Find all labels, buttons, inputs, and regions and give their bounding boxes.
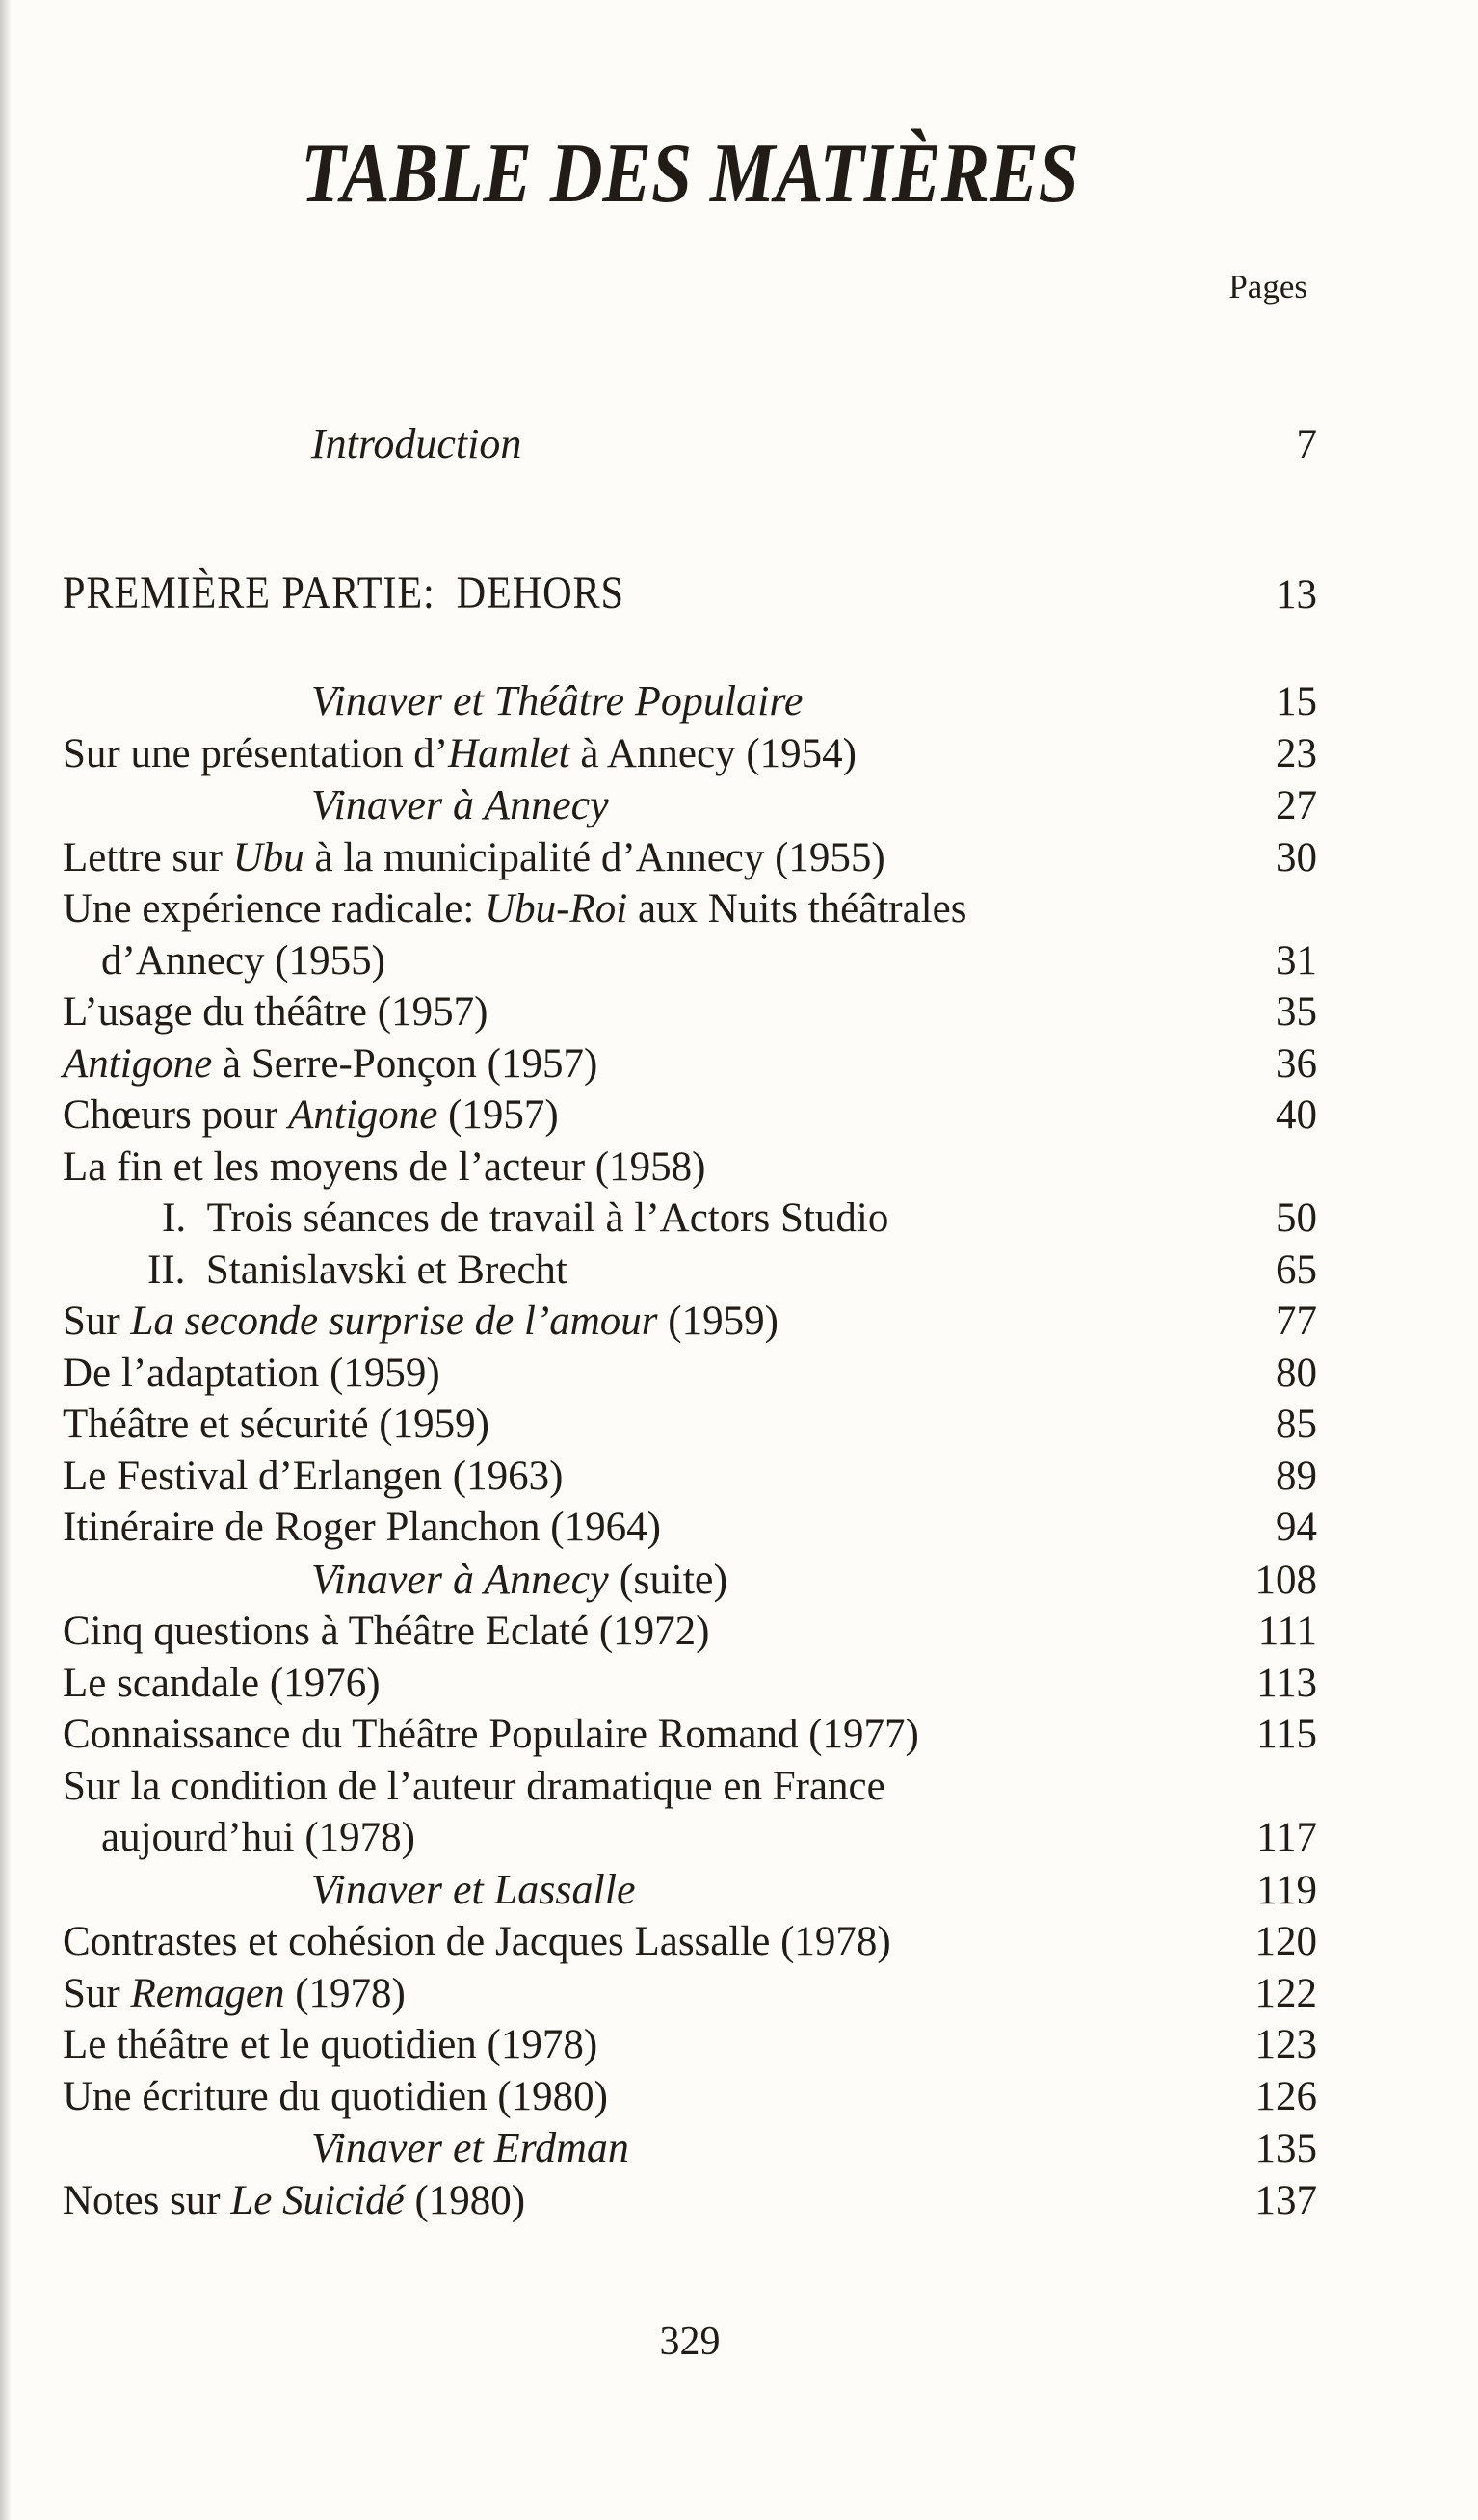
toc-title-segment: Sur: [63, 1970, 131, 2016]
toc-page-number: 126: [1254, 2073, 1317, 2119]
toc-row-entry: [63, 1968, 1317, 2020]
toc-entry-title: [63, 1864, 1211, 1916]
toc-title-italic-segment: Introduction: [311, 420, 522, 468]
toc-title-italic-segment: Vinaver et Erdman: [311, 2124, 629, 2172]
toc-title-italic-segment: La seconde surprise de l’amour: [130, 1299, 658, 1345]
toc-page-number: 137: [1254, 2177, 1317, 2223]
toc-page-number: 23: [1276, 730, 1317, 776]
toc-entry-title: [63, 1761, 1211, 1813]
toc-page-number: 108: [1254, 1557, 1317, 1603]
folio-page-number: 329: [659, 2320, 721, 2365]
toc-title-segment: à Annecy (1954): [569, 730, 857, 776]
toc-entry-title: [63, 1089, 1211, 1142]
toc-page-number: 111: [1257, 1609, 1317, 1655]
toc-page-number: 65: [1276, 1247, 1317, 1293]
toc-title-segment: Le théâtre et le quotidien (1978): [63, 2022, 598, 2068]
toc-row-entry: [63, 986, 1317, 1038]
toc-row-entry: [63, 1658, 1317, 1710]
toc-title-segment: Sur une présentation d’: [63, 730, 449, 776]
toc-title-segment: aujourd’hui (1978): [101, 1815, 416, 1861]
toc-page-number: 13: [1276, 571, 1317, 617]
toc-title-segment: De l’adaptation (1959): [63, 1350, 440, 1396]
toc-title-segment: Connaissance du Théâtre Populaire Romand (1977): [63, 1712, 919, 1758]
toc-entry-title: [63, 1193, 1211, 1245]
toc-row-entry: [63, 1709, 1317, 1761]
toc-page-number: 135: [1254, 2126, 1317, 2172]
toc-page-number: 36: [1276, 1040, 1317, 1087]
toc-entry-title: [63, 1038, 1211, 1090]
toc-title-italic-segment: Ubu: [232, 834, 304, 880]
toc-title-segment: Itinéraire de Roger Planchon (1964): [63, 1505, 661, 1551]
toc-entry-title: [63, 1554, 1211, 1606]
toc-title-segment: Chœurs pour: [63, 1092, 289, 1139]
toc-row-cont: [63, 1812, 1317, 1864]
toc-row-header: [63, 675, 1317, 728]
toc-page-number: 115: [1256, 1712, 1317, 1758]
toc-entry-title: [63, 1968, 1211, 2020]
toc-page-number: 117: [1256, 1815, 1317, 1861]
toc-entry-title: [63, 1296, 1211, 1348]
toc-row-part: [63, 567, 1317, 621]
toc-page-number: 80: [1276, 1350, 1317, 1396]
toc-page-number: 15: [1276, 679, 1317, 725]
toc-entry-title: [63, 935, 1211, 987]
toc-title-segment: Lettre sur: [63, 834, 233, 880]
toc-row-header: [63, 1554, 1317, 1607]
toc-row-header: [63, 2122, 1317, 2175]
toc-title-segment: (suite): [608, 1555, 728, 1603]
toc-title-segment: Contrastes et cohésion de Jacques Lassalle (1978): [63, 1919, 891, 1965]
toc-title-italic-segment: Ubu-Roi: [485, 886, 628, 932]
toc-row-intro: [63, 418, 1317, 471]
toc-entry-title: [63, 1709, 1211, 1761]
toc-title-segment: Cinq questions à Théâtre Eclaté (1972): [63, 1609, 710, 1655]
pages-column-header: Pages: [1228, 268, 1307, 306]
toc-page-number: 85: [1276, 1402, 1317, 1448]
toc-entry-title: [63, 1502, 1211, 1554]
toc-row-entry: [63, 1296, 1317, 1348]
toc-entry-title: [63, 2175, 1211, 2227]
toc-title-segment: Le Festival d’Erlangen (1963): [63, 1453, 564, 1499]
toc-entry-title: [63, 2071, 1211, 2123]
toc-entry-title: [63, 1916, 1211, 1968]
toc-title-italic-segment: Hamlet: [448, 730, 570, 776]
toc-entry-title: [63, 1451, 1211, 1503]
toc-entry-title: [63, 567, 1073, 619]
toc-title-segment: Une écriture du quotidien (1980): [63, 2073, 608, 2119]
toc-page-number: 77: [1276, 1299, 1317, 1345]
toc-entry-title: [63, 1658, 1211, 1710]
toc-row-entry: [63, 1038, 1317, 1090]
toc-row-entry: [63, 1089, 1317, 1142]
toc-title-segment: II. Stanislavski et Brecht: [147, 1247, 567, 1293]
toc-title-segment: PREMIÈRE PARTIE: DEHORS: [63, 566, 624, 618]
toc-entry-title: [63, 1348, 1211, 1400]
toc-row-entry: [63, 728, 1317, 780]
toc-title-segment: La fin et les moyens de l’acteur (1958): [63, 1143, 706, 1190]
toc-entry-title: [63, 2122, 1211, 2174]
toc-title-segment: (1959): [657, 1299, 779, 1345]
toc-title-segment: (1978): [284, 1970, 406, 2016]
toc-entry-title: [63, 418, 1211, 470]
toc-title-segment: à la municipalité d’Annecy (1955): [304, 834, 885, 880]
toc-page-number: 27: [1276, 783, 1317, 829]
toc-entry-title: [63, 986, 1211, 1038]
toc-title-segment: Une expérience radicale:: [63, 886, 486, 932]
toc-title-segment: Notes sur: [63, 2177, 231, 2223]
toc-title-segment: I. Trois séances de travail à l’Actors Studio: [162, 1195, 889, 1242]
toc-row-entry: [63, 1451, 1317, 1503]
toc-title-italic-segment: Antigone: [288, 1092, 438, 1139]
toc-row-entry: [63, 1606, 1317, 1658]
toc-row-entry: [63, 1916, 1317, 1968]
toc-row-entry: [63, 1142, 1317, 1194]
toc-title-segment: Théâtre et sécurité (1959): [63, 1402, 489, 1448]
toc-page-number: 35: [1276, 989, 1317, 1036]
toc-row-entry: [63, 1502, 1317, 1554]
toc-page-number: 113: [1256, 1660, 1317, 1706]
toc-row-entry: [63, 2175, 1317, 2227]
toc-entry-title: [63, 1245, 1211, 1297]
toc-entry-title: [63, 779, 1211, 831]
toc-entry-title: [63, 883, 1211, 935]
toc-row-header: [63, 1864, 1317, 1917]
toc-title-segment: à Serre-Ponçon (1957): [212, 1040, 598, 1087]
toc-title-segment: (1980): [404, 2177, 526, 2223]
toc-page-number: 31: [1276, 937, 1317, 984]
toc-row-entry: [63, 832, 1317, 884]
toc-title-segment: aux Nuits théâtrales: [627, 886, 967, 932]
toc-row-entry: [63, 1761, 1317, 1813]
toc-row-cont: [63, 935, 1317, 987]
toc-title-segment: d’Annecy (1955): [101, 937, 385, 984]
toc-entry-title: [63, 675, 1211, 727]
toc-page-number: 40: [1276, 1092, 1317, 1139]
toc-page-number: 122: [1254, 1970, 1317, 2016]
toc-page-number: 50: [1276, 1195, 1317, 1242]
toc-title-segment: (1957): [437, 1092, 559, 1139]
toc-title-segment: L’usage du théâtre (1957): [63, 989, 488, 1036]
toc-title-italic-segment: Vinaver à Annecy: [311, 1555, 609, 1603]
toc-entry-title: [63, 1812, 1211, 1864]
toc-entry-title: [63, 728, 1211, 780]
toc-title-segment: Le scandale (1976): [63, 1660, 381, 1706]
toc-entry-title: [63, 2019, 1211, 2071]
toc-row-entry: [63, 883, 1317, 935]
toc-title-segment: Sur: [63, 1299, 131, 1345]
toc-page-number: 123: [1254, 2022, 1317, 2068]
toc-row-numbered: [63, 1245, 1317, 1297]
toc-title-italic-segment: Le Suicidé: [230, 2177, 405, 2223]
toc-title-italic-segment: Antigone: [63, 1040, 213, 1087]
page-title: TABLE DES MATIÈRES: [301, 127, 1079, 221]
toc-entry-title: [63, 1399, 1211, 1451]
toc-page-number: 120: [1254, 1919, 1317, 1965]
toc-row-numbered: [63, 1193, 1317, 1245]
toc-row-entry: [63, 1399, 1317, 1451]
toc-page-number: 7: [1296, 422, 1317, 468]
toc-page-number: 89: [1276, 1453, 1317, 1499]
toc-page-number: 119: [1256, 1867, 1317, 1913]
toc-row-entry: [63, 2019, 1317, 2071]
toc-title-segment: Sur la condition de l’auteur dramatique en France: [63, 1763, 885, 1809]
toc-entry-title: [63, 1606, 1211, 1658]
toc-entry-title: [63, 832, 1211, 884]
toc-title-italic-segment: Vinaver et Lassalle: [311, 1865, 636, 1913]
toc-title-italic-segment: Vinaver et Théâtre Populaire: [311, 677, 804, 725]
toc-page-number: 94: [1276, 1505, 1317, 1551]
toc-title-italic-segment: Vinaver à Annecy: [311, 781, 609, 829]
toc-title-italic-segment: Remagen: [130, 1970, 285, 2016]
toc-row-entry: [63, 2071, 1317, 2123]
toc-page-number: 30: [1276, 834, 1317, 880]
table-of-contents: [63, 418, 1317, 2226]
toc-row-header: [63, 779, 1317, 832]
toc-row-entry: [63, 1348, 1317, 1400]
toc-entry-title: [63, 1142, 1211, 1194]
